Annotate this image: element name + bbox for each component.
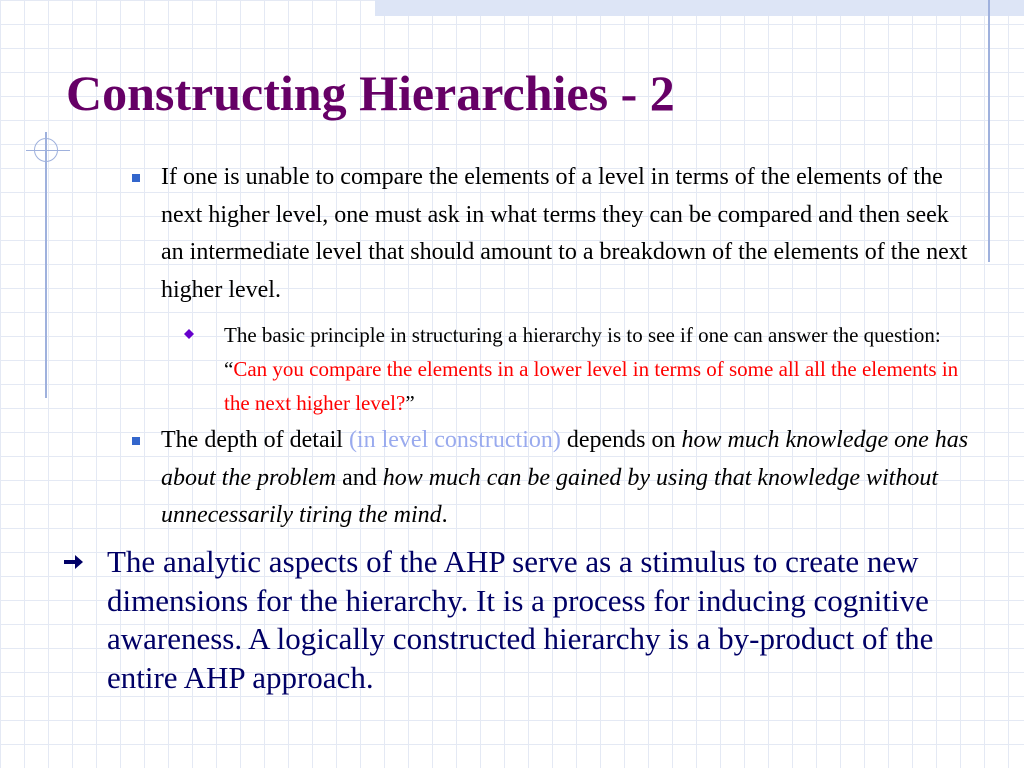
crosshair-circle-icon (34, 138, 58, 162)
main-bullet-text: The analytic aspects of the AHP serve as a stimulus to create new dimensions for the hierarchy. It is a process for inducing cognitive awareness. A logically constructed hierarchy is a by-product of the entire AHP approach. (107, 544, 934, 695)
left-vertical-rule (45, 132, 47, 398)
diamond-bullet-icon (184, 329, 194, 339)
square-bullet-icon (132, 174, 140, 182)
sub-bullet-text (224, 318, 984, 420)
bullet-text-1: If one is unable to compare the elements of a level in terms of the elements of the next higher level, one must ask in what terms they can be compared and then seek an intermediate level that should amount to a breakdown of the elements of the next higher level. (161, 164, 968, 303)
sub-bullet-prefix: The basic principle in structuring a hierarchy is to see if one can answer the question: “ (224, 323, 941, 381)
bullet-2-part5: and (336, 464, 383, 491)
sub-bullet-suffix: ” (405, 391, 415, 415)
arrow-right-icon (64, 554, 84, 570)
sub-bullet-question: Can you compare the elements in a lower level in terms of some all all the elements in the next higher level? (224, 357, 959, 415)
sub-bullet-item-1 (184, 318, 984, 420)
square-bullet-icon (132, 437, 140, 445)
bullet-2-part1: The depth of detail (161, 427, 349, 453)
bullet-2-muted: (in level construction) (348, 427, 561, 453)
right-vertical-rule (988, 0, 990, 262)
bullet-2-italic-1: how much knowledge one has about the problem (161, 427, 969, 491)
bullet-text-2 (161, 422, 972, 535)
main-bullet-item (64, 543, 984, 697)
bullet-2-italic-2: how much can be gained by using that knowledge without unnecessarily tiring the mind (161, 464, 939, 528)
slide-title: Constructing Hierarchies - 2 (66, 65, 675, 121)
bullet-2-part3: depends on (560, 427, 682, 453)
bullet-item-1 (132, 159, 972, 309)
top-accent-band (375, 0, 1024, 16)
bullet-item-2 (132, 422, 972, 535)
bullet-2-part7: . (441, 502, 448, 528)
